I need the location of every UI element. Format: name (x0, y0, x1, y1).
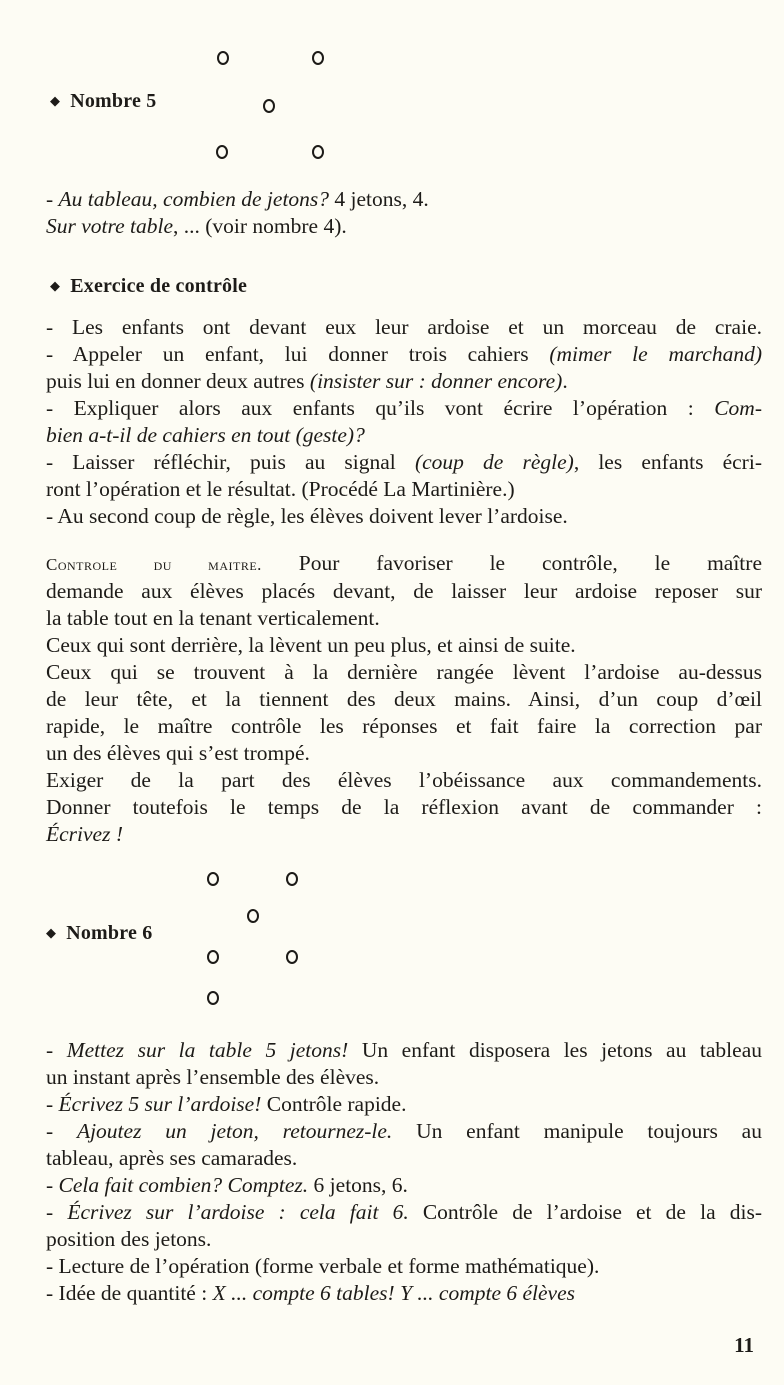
nombre-5-text (46, 186, 762, 240)
text-line: Controle du maitre. Pour favoriser le contrôle, le maître (46, 551, 762, 575)
token-circle-icon (263, 99, 275, 113)
text-line: ront l’opération et le résultat. (Procédé La Martinière.) (46, 477, 515, 501)
text-line: de leur tête, et la tiennent des deux mains. Ainsi, d’un coup d’œil (46, 687, 762, 711)
text-line: un instant après l’ensemble des élèves. (46, 1065, 380, 1089)
text-line: Ceux qui se trouvent à la dernière rangée lèvent l’ardoise au-dessus (46, 660, 762, 684)
heading-text: Exercice de contrôle (70, 275, 248, 297)
text-line: - Mettez sur la table 5 jetons! Un enfant disposera les jetons au tableau (46, 1038, 762, 1062)
text-line: bien a-t-il de cahiers en tout (geste)? (46, 423, 365, 447)
text-line: - Écrivez sur l’ardoise : cela fait 6. Contrôle de l’ardoise et de la dis- (46, 1200, 762, 1224)
exercice-text (46, 314, 762, 530)
text-line: - Ajoutez un jeton, retournez-le. Un enfant manipule toujours au (46, 1119, 762, 1143)
text-line: - Les enfants ont devant eux leur ardoise et un morceau de craie. (46, 315, 762, 339)
controle-du-maitre-text (46, 550, 762, 848)
token-circle-icon (216, 145, 228, 159)
text-line: - Au tableau, combien de jetons? 4 jetons, 4. (46, 187, 429, 211)
text-line: demande aux élèves placés devant, de laisser leur ardoise reposer sur (46, 579, 762, 603)
heading-text: Nombre 5 (70, 90, 157, 112)
text-line: Écrivez ! (46, 822, 124, 846)
text-line: - Expliquer alors aux enfants qu’ils vont écrire l’opération : Com- (46, 396, 762, 420)
token-circle-icon (207, 991, 219, 1005)
heading-exercice-controle (50, 275, 247, 298)
token-circle-icon (286, 872, 298, 886)
text-line: - Appeler un enfant, lui donner trois cahiers (mimer le marchand) (46, 342, 762, 366)
diamond-bullet-icon: ◆ (50, 93, 61, 108)
token-circle-icon (217, 51, 229, 65)
text-line: Sur votre table, ... (voir nombre 4). (46, 214, 347, 238)
page-number: 11 (734, 1333, 754, 1357)
text-line: - Cela fait combien? Comptez. 6 jetons, 6. (46, 1173, 408, 1197)
nombre-6-text (46, 1037, 762, 1307)
text-line: position des jetons. (46, 1227, 212, 1251)
text-line: - Au second coup de règle, les élèves doivent lever l’ardoise. (46, 504, 568, 528)
heading-text: Nombre 6 (66, 922, 153, 944)
text-line: - Lecture de l’opération (forme verbale et forme mathématique). (46, 1254, 600, 1278)
token-circle-icon (312, 145, 324, 159)
text-line: rapide, le maître contrôle les réponses et fait faire la correction par (46, 714, 762, 738)
heading-nombre-5 (50, 90, 156, 113)
token-circle-icon (286, 950, 298, 964)
token-circle-icon (312, 51, 324, 65)
text-line: un des élèves qui s’est trompé. (46, 741, 310, 765)
text-line: puis lui en donner deux autres (insister sur : donner encore). (46, 369, 568, 393)
text-line: Exiger de la part des élèves l’obéissance aux commandements. (46, 768, 762, 792)
text-line: - Idée de quantité : X ... compte 6 tables! Y ... compte 6 élèves (46, 1281, 575, 1305)
token-circle-icon (247, 909, 259, 923)
diamond-bullet-icon: ◆ (46, 925, 57, 940)
diamond-bullet-icon: ◆ (50, 278, 61, 293)
section-label: Controle du maitre. (46, 555, 262, 574)
text-line: tableau, après ses camarades. (46, 1146, 298, 1170)
text-line: - Écrivez 5 sur l’ardoise! Contrôle rapide. (46, 1092, 407, 1116)
text-line: la table tout en la tenant verticalement. (46, 606, 380, 630)
text-line: Ceux qui sont derrière, la lèvent un peu plus, et ainsi de suite. (46, 633, 576, 657)
token-circle-icon (207, 950, 219, 964)
text-line: - Laisser réfléchir, puis au signal (coup de règle), les enfants écri- (46, 450, 762, 474)
text-line: Donner toutefois le temps de la réflexion avant de commander : (46, 795, 762, 819)
heading-nombre-6 (46, 922, 152, 945)
token-circle-icon (207, 872, 219, 886)
